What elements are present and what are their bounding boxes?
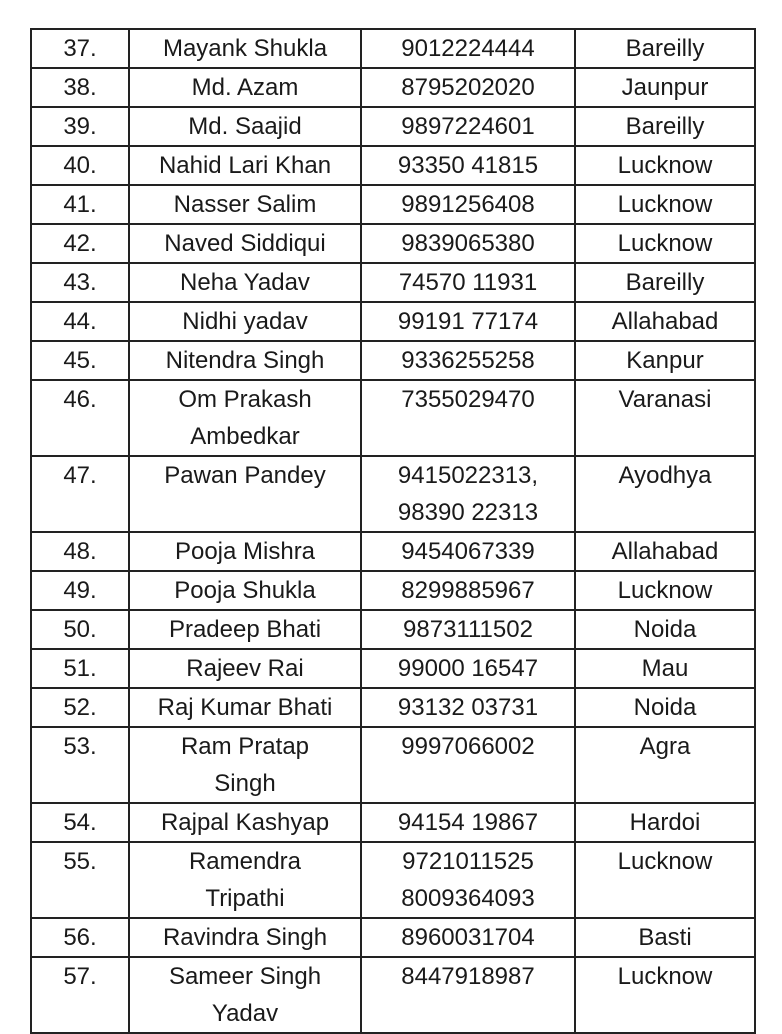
name-cell (129, 842, 361, 918)
name-cell (129, 29, 361, 68)
serial-number-cell (31, 957, 129, 1033)
phone-cell-text: 9891256408 (401, 191, 535, 218)
table-row (31, 803, 755, 842)
phone-cell (361, 610, 575, 649)
table-row (31, 610, 755, 649)
serial-number-cell-text: 37. (63, 35, 97, 62)
name-cell-text: Md. Saajid (188, 113, 302, 140)
city-cell-text: Allahabad (611, 538, 719, 565)
city-cell-text: Bareilly (625, 35, 705, 62)
phone-cell-text: 9336255258 (401, 347, 535, 374)
serial-number-cell (31, 842, 129, 918)
name-cell (129, 107, 361, 146)
serial-number-cell (31, 380, 129, 456)
name-cell-text: Om Prakash (178, 386, 312, 413)
city-cell-text: Ayodhya (618, 462, 712, 489)
city-cell-text: Lucknow (617, 963, 713, 990)
serial-number-cell-text: 55. (63, 848, 97, 875)
name-cell-text: Naved Siddiqui (164, 230, 326, 257)
name-cell (129, 957, 361, 1033)
table-row (31, 68, 755, 107)
name-cell (129, 803, 361, 842)
table-row (31, 456, 755, 532)
name-cell-text: Rajeev Rai (186, 655, 304, 682)
serial-number-cell-text: 48. (63, 538, 97, 565)
city-cell (575, 302, 755, 341)
table-row (31, 107, 755, 146)
name-cell-text: Ravindra Singh (162, 924, 328, 951)
table-row (31, 571, 755, 610)
name-cell-text: Tripathi (205, 885, 285, 912)
city-cell-text: Bareilly (625, 113, 705, 140)
phone-cell (361, 532, 575, 571)
phone-cell-text: 74570 11931 (398, 269, 538, 296)
name-cell (129, 224, 361, 263)
phone-cell (361, 146, 575, 185)
phone-cell (361, 456, 575, 532)
city-cell (575, 571, 755, 610)
phone-cell (361, 341, 575, 380)
city-cell-text: Kanpur (626, 347, 704, 374)
city-cell (575, 456, 755, 532)
phone-cell (361, 380, 575, 456)
serial-number-cell (31, 571, 129, 610)
serial-number-cell-text: 52. (63, 694, 97, 721)
city-cell-text: Basti (638, 924, 692, 951)
serial-number-cell-text: 50. (63, 616, 97, 643)
serial-number-cell (31, 302, 129, 341)
table-row (31, 302, 755, 341)
phone-cell-text: 98390 22313 (397, 499, 539, 526)
city-cell-text: Noida (633, 694, 697, 721)
name-cell-text: Singh (214, 770, 276, 797)
city-cell (575, 185, 755, 224)
serial-number-cell-text: 49. (63, 577, 97, 604)
city-cell (575, 532, 755, 571)
name-cell-text: Nahid Lari Khan (158, 152, 332, 179)
city-cell (575, 727, 755, 803)
phone-cell-text: 94154 19867 (397, 809, 539, 836)
name-cell-text: Mayank Shukla (162, 35, 328, 62)
phone-cell (361, 918, 575, 957)
name-cell-text: Pooja Mishra (174, 538, 316, 565)
serial-number-cell (31, 803, 129, 842)
city-cell (575, 341, 755, 380)
phone-cell (361, 842, 575, 918)
name-cell-text: Pradeep Bhati (168, 616, 322, 643)
city-cell-text: Jaunpur (621, 74, 709, 101)
city-cell-text: Bareilly (625, 269, 705, 296)
phone-cell (361, 29, 575, 68)
phone-cell-text: 9454067339 (401, 538, 535, 565)
table-row (31, 727, 755, 803)
name-cell (129, 263, 361, 302)
table-row (31, 380, 755, 456)
name-cell (129, 185, 361, 224)
serial-number-cell (31, 610, 129, 649)
serial-number-cell (31, 107, 129, 146)
phone-cell-text: 93132 03731 (397, 694, 539, 721)
city-cell-text: Noida (633, 616, 697, 643)
phone-cell-text: 8960031704 (401, 924, 535, 951)
phone-cell (361, 688, 575, 727)
phone-cell-text: 9012224444 (401, 35, 535, 62)
city-cell-text: Lucknow (617, 230, 713, 257)
name-cell (129, 68, 361, 107)
contact-table (30, 28, 756, 1034)
city-cell-text: Mau (641, 655, 689, 682)
name-cell-text: Sameer Singh (168, 963, 322, 990)
serial-number-cell (31, 146, 129, 185)
name-cell-text: Pawan Pandey (164, 462, 326, 489)
phone-cell-text: 7355029470 (401, 386, 535, 413)
phone-cell-text: 8795202020 (401, 74, 535, 101)
name-cell-text: Nitendra Singh (165, 347, 325, 374)
serial-number-cell-text: 57. (63, 963, 97, 990)
phone-cell (361, 107, 575, 146)
phone-cell (361, 957, 575, 1033)
serial-number-cell-text: 53. (63, 733, 97, 760)
serial-number-cell (31, 532, 129, 571)
city-cell (575, 146, 755, 185)
serial-number-cell (31, 688, 129, 727)
phone-cell-text: 9415022313, (397, 462, 539, 489)
city-cell-text: Allahabad (611, 308, 719, 335)
phone-cell-text: 8299885967 (401, 577, 535, 604)
city-cell (575, 842, 755, 918)
name-cell-text: Nidhi yadav (182, 308, 308, 335)
phone-cell-text: 9873111502 (403, 616, 533, 643)
table-row (31, 263, 755, 302)
city-cell (575, 29, 755, 68)
name-cell (129, 918, 361, 957)
name-cell (129, 380, 361, 456)
table-row (31, 649, 755, 688)
phone-cell-text: 9997066002 (401, 733, 535, 760)
name-cell-text: Raj Kumar Bhati (157, 694, 333, 721)
serial-number-cell-text: 45. (63, 347, 97, 374)
phone-cell-text: 93350 41815 (397, 152, 539, 179)
serial-number-cell-text: 40. (63, 152, 97, 179)
name-cell (129, 727, 361, 803)
table-row (31, 224, 755, 263)
name-cell-text: Ram Pratap (180, 733, 310, 760)
name-cell-text: Rajpal Kashyap (160, 809, 330, 836)
name-cell-text: Nasser Salim (173, 191, 317, 218)
phone-cell-text: 8447918987 (401, 963, 535, 990)
table-row (31, 688, 755, 727)
serial-number-cell (31, 224, 129, 263)
table-row (31, 29, 755, 68)
phone-cell (361, 727, 575, 803)
phone-cell (361, 224, 575, 263)
serial-number-cell-text: 42. (63, 230, 97, 257)
phone-cell (361, 649, 575, 688)
name-cell-text: Neha Yadav (180, 269, 310, 296)
city-cell (575, 803, 755, 842)
phone-cell-text: 99000 16547 (397, 655, 539, 682)
serial-number-cell (31, 456, 129, 532)
serial-number-cell (31, 263, 129, 302)
phone-cell (361, 803, 575, 842)
serial-number-cell-text: 41. (63, 191, 97, 218)
serial-number-cell (31, 185, 129, 224)
serial-number-cell-text: 43. (63, 269, 97, 296)
table-row (31, 532, 755, 571)
city-cell (575, 224, 755, 263)
city-cell-text: Agra (639, 733, 691, 760)
table-body (31, 29, 755, 1033)
name-cell (129, 649, 361, 688)
serial-number-cell-text: 44. (63, 308, 97, 335)
city-cell-text: Lucknow (617, 848, 713, 875)
table-row (31, 341, 755, 380)
phone-cell (361, 263, 575, 302)
serial-number-cell-text: 54. (63, 809, 97, 836)
phone-cell (361, 185, 575, 224)
name-cell (129, 610, 361, 649)
phone-cell (361, 571, 575, 610)
city-cell (575, 957, 755, 1033)
city-cell (575, 263, 755, 302)
name-cell (129, 302, 361, 341)
city-cell (575, 380, 755, 456)
name-cell-text: Ramendra (188, 848, 302, 875)
serial-number-cell-text: 56. (63, 924, 97, 951)
phone-cell-text: 9721011525 (402, 848, 534, 875)
city-cell (575, 68, 755, 107)
city-cell (575, 649, 755, 688)
name-cell-text: Yadav (211, 1000, 279, 1027)
serial-number-cell (31, 29, 129, 68)
city-cell-text: Lucknow (617, 191, 713, 218)
name-cell-text: Md. Azam (191, 74, 299, 101)
phone-cell-text: 8009364093 (401, 885, 535, 912)
table-row (31, 146, 755, 185)
name-cell (129, 456, 361, 532)
name-cell-text: Ambedkar (190, 423, 300, 450)
serial-number-cell-text: 38. (63, 74, 97, 101)
serial-number-cell-text: 39. (63, 113, 97, 140)
serial-number-cell (31, 341, 129, 380)
table-row (31, 957, 755, 1033)
serial-number-cell-text: 46. (63, 386, 97, 413)
serial-number-cell-text: 47. (63, 462, 97, 489)
table-row (31, 918, 755, 957)
name-cell-text: Pooja Shukla (174, 577, 316, 604)
city-cell-text: Varanasi (618, 386, 712, 413)
table-row (31, 842, 755, 918)
city-cell (575, 107, 755, 146)
city-cell-text: Lucknow (617, 577, 713, 604)
city-cell-text: Hardoi (629, 809, 701, 836)
phone-cell-text: 9839065380 (401, 230, 535, 257)
serial-number-cell-text: 51. (63, 655, 97, 682)
city-cell (575, 610, 755, 649)
phone-cell-text: 99191 77174 (397, 308, 539, 335)
table-row (31, 185, 755, 224)
name-cell (129, 688, 361, 727)
serial-number-cell (31, 727, 129, 803)
serial-number-cell (31, 68, 129, 107)
serial-number-cell (31, 649, 129, 688)
phone-cell (361, 68, 575, 107)
name-cell (129, 532, 361, 571)
phone-cell-text: 9897224601 (401, 113, 535, 140)
name-cell (129, 146, 361, 185)
name-cell (129, 571, 361, 610)
phone-cell (361, 302, 575, 341)
serial-number-cell (31, 918, 129, 957)
city-cell-text: Lucknow (617, 152, 713, 179)
city-cell (575, 688, 755, 727)
name-cell (129, 341, 361, 380)
city-cell (575, 918, 755, 957)
